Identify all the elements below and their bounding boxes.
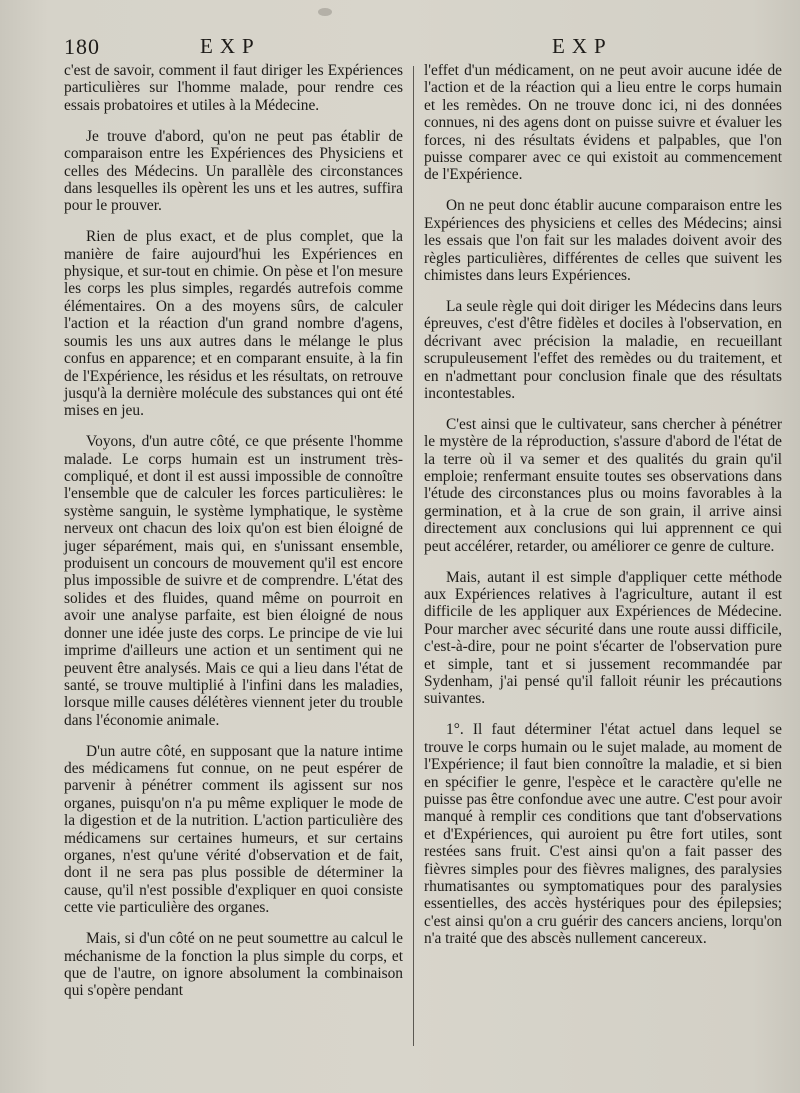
paragraph: Voyons, d'un autre côté, ce que présente l'homme malade. Le corps humain est un instrument très-compliqué, et dont il est aussi impossible de connoître l'ensemble que de calculer les forces particulières: le système sanguin, le système lymphatique, le système nerveux ont chacun des loix qu'on est bien éloigné de juger séparément, mais qui, en s'unissant ensemble, produisent un concours de mouvement qu'il est encore plus impossible de suivre et de comprendre. L'état des solides et des fluides, quand même on pourroit en avoir une analyse parfaite, est bien éloigné de nous donner une idée juste des corps. Le principe de vie lui imprime d'ailleurs une action et un sentiment qui ne peuvent être analysés. Mais ce qui a lieu dans l'état de santé, se trouve multiplié à l'infini dans les maladies, lorsque mille causes délétères viennent jeter du trouble dans l'économie animale.: [64, 433, 403, 729]
running-head-right: EXP: [552, 34, 613, 58]
paragraph: Mais, autant il est simple d'appliquer cette méthode aux Expériences relatives à l'agriculture, autant il est difficile de les appliquer aux Expériences de Médecine. Pour marcher avec sécurité dans une route aussi difficile, c'est-à-dire, pour ne point s'écarter de l'observation pure et simple, tant et si jussement recommandée par Sydenham, j'ai pensé qu'il falloit réunir les précautions suivantes.: [424, 568, 782, 708]
right-column: [424, 62, 782, 961]
paragraph: La seule règle qui doit diriger les Médecins dans leurs épreuves, c'est d'être fidèles et dociles à l'observation, en décrivant avec précision la maladie, en recueillant scrupuleusement l'effet des remèdes ou du traitement, et en n'admettant pour conclusion finale que des résultats incontestables.: [424, 297, 782, 402]
paragraph: D'un autre côté, en supposant que la nature intime des médicamens fut connue, on ne peut espérer de parvenir à pénétrer comment ils agissent sur nos organes, puisqu'on n'a pu même expliquer le mode de la digestion et de la nutrition. L'action particulière des médicamens sur certaines humeurs, et sur certains organes, n'est qu'une vérité d'observation et de fait, dont il ne sera pas plus possible de déterminer la cause, qu'il n'est possible d'expliquer en quoi consiste cette vie particulière des organes.: [64, 742, 403, 917]
ink-stain: [318, 8, 332, 16]
paragraph: 1°. Il faut déterminer l'état actuel dans lequel se trouve le corps humain ou le sujet malade, au moment de l'Expérience; il faut bien connoître la maladie, et si bien en spécifier le genre, l'espèce et le caractère qu'elle ne puisse pas être confondue avec une autre. C'est pour avoir manqué à remplir ces conditions que tant d'observations et d'Expériences, qui auroient pu être fort utiles, sont restées sans fruit. C'est ainsi qu'on a fait passer des fièvres simples pour des fièvres malignes, des paralysies rhumatisantes ou symptomatiques pour des paralysies essentielles, des accès hystériques pour des épilepsies; c'est ainsi qu'on a cru guérir des cancers anciens, lorqu'on n'a traité que des abscès nullement cancereux.: [424, 721, 782, 948]
paragraph: l'effet d'un médicament, on ne peut avoir aucune idée de l'action et de la réaction qui a lieu entre le corps humain et les remèdes. On ne trouve donc ici, ni des données connues, ni des agens dont on puisse suivre et évaluer les forces, ni des résultats évidens et palpables, que l'on puisse comparer avec ce qui existoit au commencement de l'Expérience.: [424, 62, 782, 184]
column-divider: [413, 66, 414, 1046]
paragraph: Je trouve d'abord, qu'on ne peut pas établir de comparaison entre les Expériences des Physiciens et celles des Médecins. Un parallèle des circonstances dans lesquelles ils opèrent les uns et les autres, suffira pour le prouver.: [64, 127, 403, 215]
page-header: [0, 34, 800, 64]
paragraph: C'est ainsi que le cultivateur, sans chercher à pénétrer le mystère de la réproduction, s'assure d'abord de l'état de la terre où il va semer et des qualités du grain qu'il emploie; renfermant ensuite toutes ses observations dans l'étude des circonstances plus ou moins favorables à la germination, et à la crue de son grain, il arrive ainsi directement aux conclusions qui lui apprennent ce qui peut accélérer, retarder, ou améliorer ce genre de culture.: [424, 415, 782, 555]
running-head-left: EXP: [200, 34, 261, 58]
paragraph: Mais, si d'un côté on ne peut soumettre au calcul le méchanisme de la fonction la plus simple du corps, et que de l'autre, on ignore absolument la combinaison qui s'opère pendant: [64, 930, 403, 1000]
paragraph: Rien de plus exact, et de plus complet, que la manière de faire aujourd'hui les Expériences en physique, et sur-tout en chimie. On pèse et l'on mesure les corps les plus simples, regardés autrefois comme élémentaires. On a des moyens sûrs, de calculer l'action et la réaction d'un grand nombre d'agens, soumis les uns aux autres dans le mélange le plus confus en apparence; et en comparant ensuite, à la fin de l'Expérience, les résidus et les résultats, on retrouve jusqu'à la dernière molécule des substances qui ont été mises en jeu.: [64, 228, 403, 420]
left-column: [64, 62, 403, 1013]
page-number: 180: [64, 34, 100, 59]
paragraph: On ne peut donc établir aucune comparaison entre les Expériences des physiciens et celles des Médecins; ainsi les essais que l'on fait sur les malades doivent avoir des règles particulières, différentes de celles que suivent les chimistes dans leurs Expériences.: [424, 197, 782, 284]
paragraph: c'est de savoir, comment il faut diriger les Expériences particulières sur l'homme malade, pour rendre ces essais probatoires et utiles à la Médecine.: [64, 62, 403, 114]
